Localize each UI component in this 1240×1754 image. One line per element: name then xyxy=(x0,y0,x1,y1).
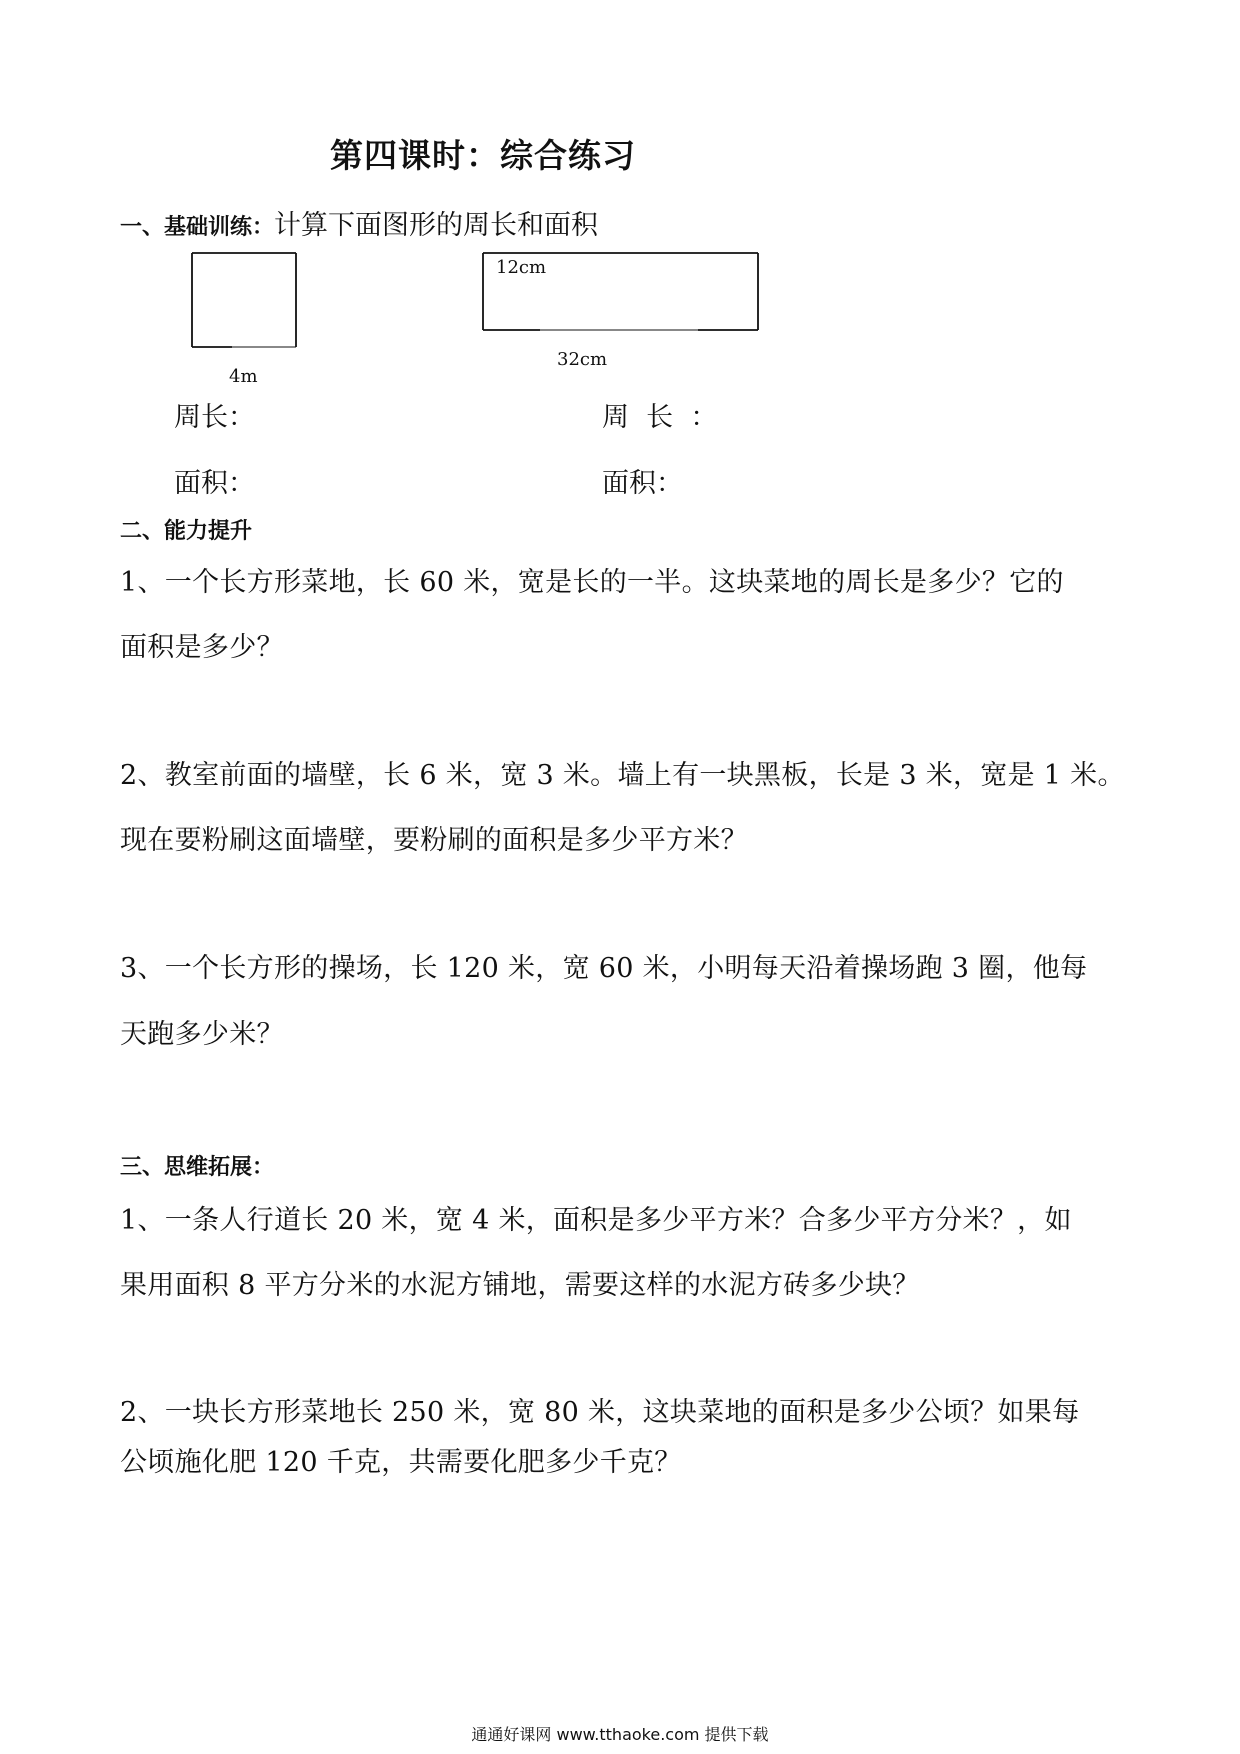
section1-header xyxy=(120,203,598,242)
square-figure xyxy=(192,253,296,347)
rect-length-label: 32cm xyxy=(557,349,608,370)
section2-heading: 二、能力提升 xyxy=(120,518,253,544)
s2-q3-line1: 3、一个长方形的操场，长 120 米，宽 60 米，小明每天沿着操场跑 3 圈，他每 xyxy=(120,953,1088,984)
footer-credit: 通通好课网 www.tthaoke.com 提供下载 xyxy=(471,1725,769,1744)
s3-q1-line1: 1、一条人行道长 20 米，宽 4 米，面积是多少平方米？合多少平方分米？，如 xyxy=(120,1205,1072,1236)
s3-q2-line2: 公顷施化肥 120 千克，共需要化肥多少千克？ xyxy=(120,1447,682,1478)
s2-q2-line1: 2、教室前面的墙壁，长 6 米，宽 3 米。墙上有一块黑板，长是 3 米，宽是 1 米。 xyxy=(120,760,1125,791)
page-title: 第四课时：综合练习 xyxy=(330,136,636,175)
square-side-label: 4m xyxy=(229,366,258,387)
right-perimeter-label: 周 长 ： xyxy=(602,402,718,433)
s2-q1-line1: 1、一个长方形菜地，长 60 米，宽是长的一半。这块菜地的周长是多少？它的 xyxy=(120,567,1064,598)
s3-q1-line2: 果用面积 8 平方分米的水泥方铺地，需要这样的水泥方砖多少块？ xyxy=(120,1270,920,1301)
left-area-label: 面积： xyxy=(174,468,255,499)
s3-q2-line1: 2、一块长方形菜地长 250 米，宽 80 米，这块菜地的面积是多少公顷？如果每 xyxy=(120,1397,1080,1428)
section1-heading: 一、基础训练： xyxy=(120,214,275,240)
s2-q3-line2: 天跑多少米？ xyxy=(120,1019,284,1050)
section3-heading: 三、思维拓展： xyxy=(120,1154,275,1180)
s2-q1-line2: 面积是多少？ xyxy=(120,632,284,663)
right-area-label: 面积： xyxy=(602,468,683,499)
rect-width-label: 12cm xyxy=(496,257,547,278)
left-perimeter-label: 周长： xyxy=(174,402,255,433)
s2-q2-line2: 现在要粉刷这面墙壁，要粉刷的面积是多少平方米？ xyxy=(120,825,748,856)
section1-figures xyxy=(180,245,780,385)
section1-instruction: 计算下面图形的周长和面积 xyxy=(274,210,599,241)
